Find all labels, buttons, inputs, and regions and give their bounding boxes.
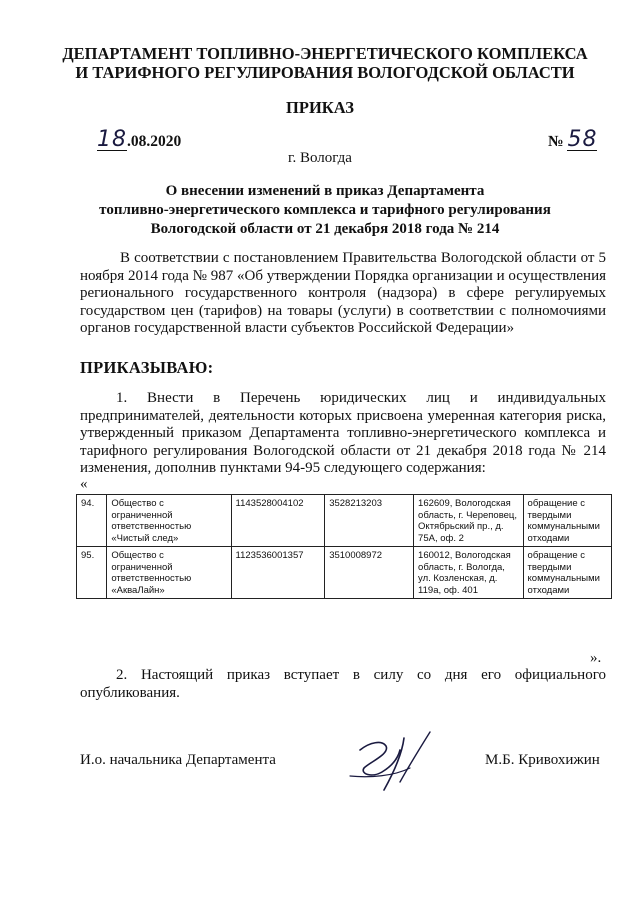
point-1-paragraph: 1. Внести в Перечень юридических лиц и индивидуальных предпринимателей, деятельности которых присвоена умеренная категория риска, утвержденный приказом Департамента топливно-энергетического комплекса и тарифного регулирования Вологодской области от 21 декабря 2018 года № 214 изменения, дополнив пунктами 94-95 следующего содержания: xyxy=(80,390,606,476)
entity-ogrn: 1143528004102 xyxy=(231,495,325,547)
header-line-1: ДЕПАРТАМЕНТ ТОПЛИВНО-ЭНЕРГЕТИЧЕСКОГО КОМПЛЕКСА xyxy=(62,44,588,63)
order-number xyxy=(548,127,598,152)
entity-activity: обращение с твердыми коммунальными отходами xyxy=(523,495,611,547)
date-rest: .08.2020 xyxy=(127,133,182,150)
document-type: ПРИКАЗ xyxy=(286,98,354,117)
signatory-title: И.о. начальника Департамента xyxy=(80,752,276,768)
department-header xyxy=(60,44,590,82)
city: г. Вологда xyxy=(288,150,352,166)
row-number: 94. xyxy=(77,495,107,547)
number-handwritten: 58 xyxy=(567,127,598,152)
quote-open: « xyxy=(80,476,88,492)
entity-ogrn: 1123536001357 xyxy=(231,547,325,599)
quote-close: ». xyxy=(590,650,602,666)
entity-activity: обращение с твердыми коммунальными отходами xyxy=(523,547,611,599)
table-row xyxy=(77,547,612,599)
signatory-name: М.Б. Кривохижин xyxy=(485,752,600,768)
row-number: 95. xyxy=(77,547,107,599)
order-subject xyxy=(90,182,560,239)
preamble-paragraph: В соответствии с постановлением Правительства Вологодской области от 5 ноября 2014 года № 987 «Об утверждении Порядка организации и осуществления регионального государственного контроля (надзора) в сфере регулируемых государством цен (тарифов) на товары (услуги) в соответствии с полномочиями органов государственной власти субъектов Российской Федерации» xyxy=(80,250,606,336)
date-day-handwritten: 18 xyxy=(97,127,127,152)
entity-address: 160012, Вологодская область, г. Вологда, ул. Козленская, д. 119а, оф. 401 xyxy=(414,547,523,599)
subject-line-3: Вологодской области от 21 декабря 2018 года № 214 xyxy=(150,221,500,237)
entity-name: Общество с ограниченной ответственностью «АкваЛайн» xyxy=(107,547,231,599)
table-row xyxy=(77,495,612,547)
entities-table xyxy=(76,494,612,599)
point-2-paragraph: 2. Настоящий приказ вступает в силу со дня его официального опубликования. xyxy=(80,667,606,701)
entity-address: 162609, Вологодская область, г. Череповец, Октябрьский пр., д. 75А, оф. 2 xyxy=(414,495,523,547)
subject-line-1: О внесении изменений в приказ Департамента xyxy=(165,183,485,199)
entity-inn: 3510008972 xyxy=(325,547,414,599)
handwritten-signature xyxy=(330,728,460,798)
order-date xyxy=(97,127,182,152)
decree-word: ПРИКАЗЫВАЮ: xyxy=(80,358,214,377)
entity-name: Общество с ограниченной ответственностью «Чистый след» xyxy=(107,495,231,547)
entity-inn: 3528213203 xyxy=(325,495,414,547)
number-prefix: № xyxy=(548,133,564,150)
header-line-2: И ТАРИФНОГО РЕГУЛИРОВАНИЯ ВОЛОГОДСКОЙ ОБЛАСТИ xyxy=(75,63,575,82)
subject-line-2: топливно-энергетического комплекса и тарифного регулирования xyxy=(99,202,551,218)
